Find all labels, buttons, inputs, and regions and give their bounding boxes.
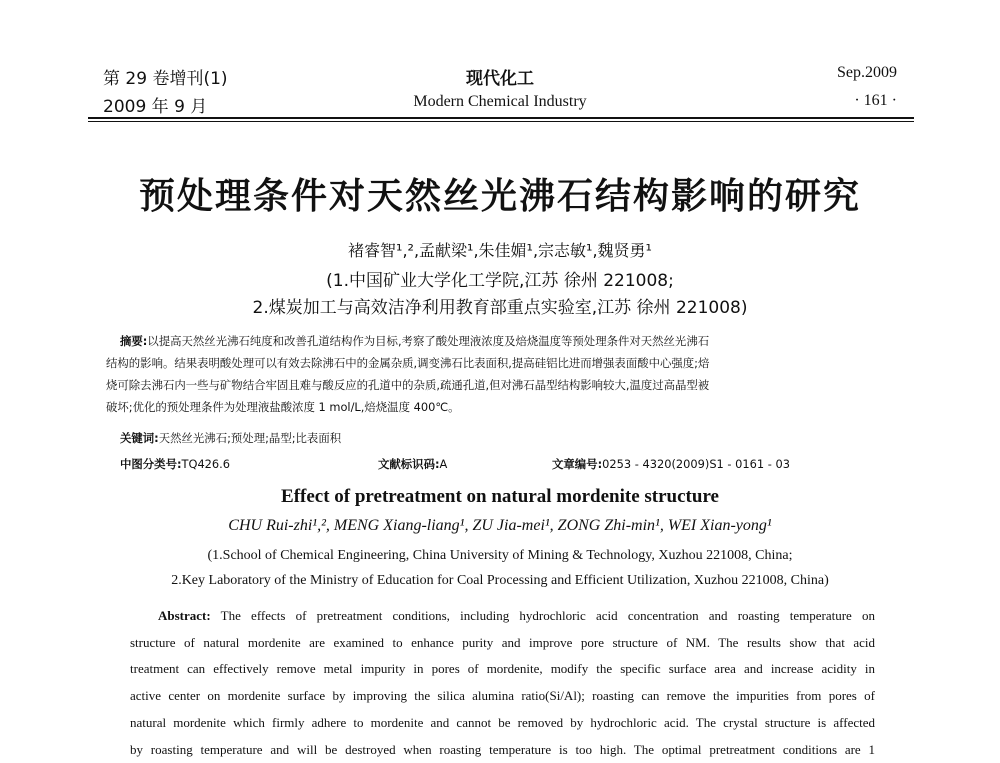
authors-cn: 褚睿智¹,²,孟献梁¹,朱佳媚¹,宗志敏¹,魏贤勇¹	[348, 241, 652, 260]
abstract-cn-line: 结构的影响。结果表明酸处理可以有效去除沸石中的金属杂质,调变沸石比表面积,提高硅铝比进而增强表面酸中心强度;焙	[106, 356, 710, 370]
affiliation-en-1: (1.School of Chemical Engineering, China University of Mining & Technology, Xuzhou 221008, China;	[207, 548, 793, 563]
abstract-cn-line: 破坏;优化的预处理条件为处理液盐酸浓度 1 mol/L,焙烧温度 400℃。	[106, 400, 460, 414]
title-cn: 预处理条件对天然丝光沸石结构影响的研究	[138, 176, 861, 217]
abstract-en-line: treatment can effectively remove metal impurity in pores of mordenite, modify the specific surface area and increase acidity in	[130, 661, 875, 677]
journal-name-en: Modern Chemical Industry	[413, 93, 587, 110]
journal-name-cn: 现代化工	[466, 69, 534, 89]
abstract-cn-line: 烧可除去沸石内一些与矿物结合牢固且难与酸反应的孔道中的杂质,疏通孔道,但对沸石晶型结构影响较大,温度过高晶型被	[106, 378, 710, 392]
abstract-cn	[106, 330, 885, 418]
header-rule-thin	[88, 121, 914, 122]
document-code: 文献标识码:A	[378, 457, 448, 471]
affiliation-cn-1: (1.中国矿业大学化工学院,江苏 徐州 221008;	[326, 271, 674, 291]
keywords-cn	[120, 427, 885, 449]
journal-date-en: Sep.2009	[837, 64, 897, 81]
abstract-en-line: active center on mordenite surface by improving the silica alumina ratio(Si/Al); roasting can remove the impurities from pores of	[130, 688, 875, 704]
abstract-en-label: Abstract:	[158, 608, 211, 623]
abstract-cn-label: 摘要:	[120, 334, 148, 348]
journal-date-cn: 2009 年 9 月	[103, 97, 208, 117]
abstract-en-line: natural mordenite which firmly adhere to mordenite and cannot be removed by hydrochloric acid. The crystal structure is affected	[130, 714, 875, 730]
affiliation-cn-2: 2.煤炭加工与高效洁净利用教育部重点实验室,江苏 徐州 221008)	[252, 298, 748, 318]
abstract-en-line: structure of natural mordenite are examined to enhance purity and improve pore structure of NM. The results show that acid	[130, 634, 875, 650]
article-number: 文章编号:0253 - 4320(2009)S1 - 0161 - 03	[552, 457, 790, 471]
authors-en: CHU Rui-zhi¹,², MENG Xiang-liang¹, ZU Jia-mei¹, ZONG Zhi-min¹, WEI Xian-yong¹	[228, 517, 772, 534]
keywords-cn-label: 关键词:	[120, 431, 159, 445]
journal-volume: 第 29 卷增刊(1)	[103, 69, 228, 89]
affiliation-en-2: 2.Key Laboratory of the Ministry of Education for Coal Processing and Efficient Utilization, Xuzhou 221008, China)	[171, 573, 829, 588]
page-number: · 161 ·	[854, 92, 897, 109]
abstract-cn-line: 摘要:以提高天然丝光沸石纯度和改善孔道结构作为目标,考察了酸处理液浓度及焙烧温度等预处理条件对天然丝光沸石	[120, 334, 710, 348]
header-rule-thick	[88, 117, 914, 119]
abstract-en-line: by roasting temperature and will be destroyed when roasting temperature is too high. The optimal pretreatment conditions are 1	[130, 741, 875, 757]
abstract-en-line: Abstract: The effects of pretreatment conditions, including hydrochloric acid concentration and roasting temperature on	[158, 608, 875, 623]
clc-number: 中图分类号:TQ426.6	[120, 457, 231, 471]
keywords-cn-text: 天然丝光沸石;预处理;晶型;比表面积	[158, 431, 342, 445]
abstract-en	[130, 603, 875, 763]
title-en: Effect of pretreatment on natural mordenite structure	[281, 486, 719, 507]
